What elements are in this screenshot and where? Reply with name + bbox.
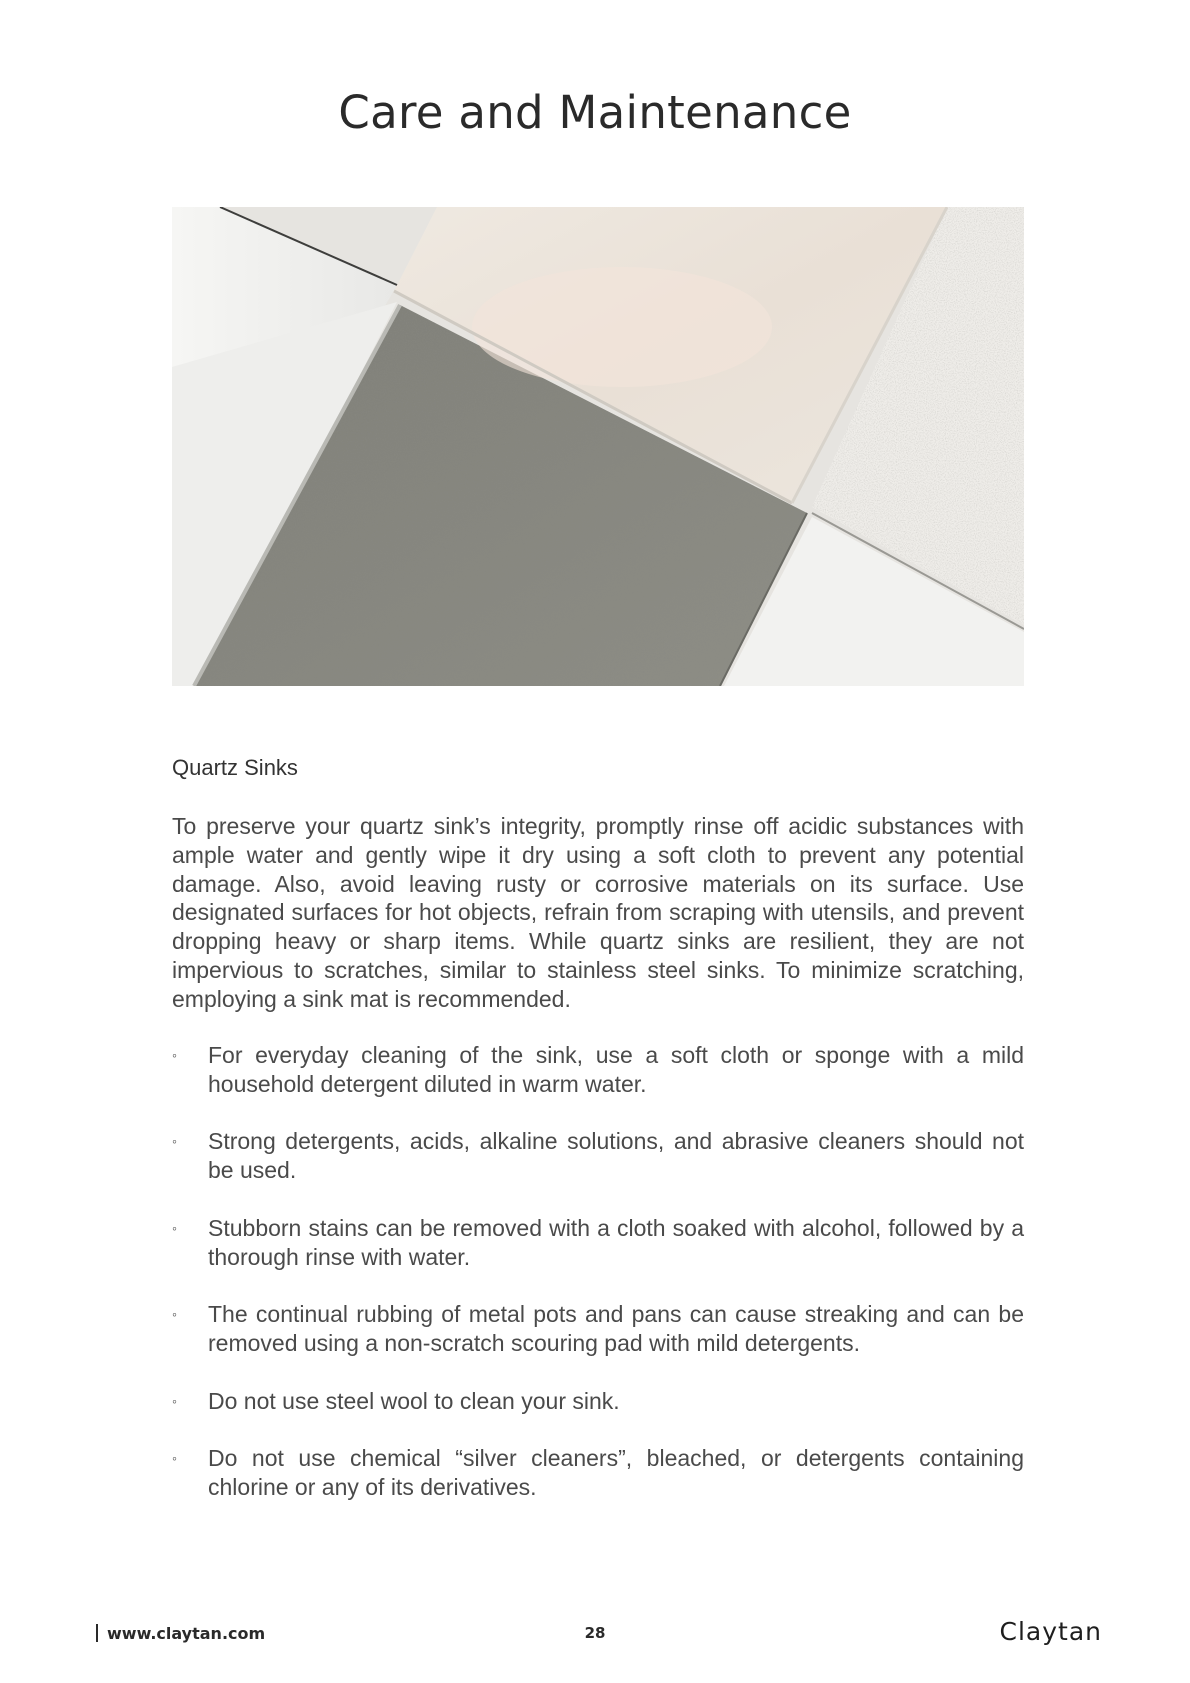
list-item [172, 1127, 1024, 1185]
tip-text: For everyday cleaning of the sink, use a soft cloth or sponge with a mild household detergent diluted in warm water. [208, 1042, 1024, 1097]
bullet-icon: ◦ [172, 1392, 177, 1409]
quartz-samples-photo [172, 207, 1024, 686]
care-tips-list [172, 1041, 1024, 1531]
list-item [172, 1041, 1024, 1099]
bullet-icon: ◦ [172, 1450, 177, 1467]
divider-bar [96, 1624, 98, 1642]
tip-text: The continual rubbing of metal pots and pans can cause streaking and can be removed using a non-scratch scouring pad with mild detergents. [208, 1301, 1024, 1356]
list-item [172, 1300, 1024, 1358]
section-heading: Quartz Sinks [172, 755, 298, 780]
list-item [172, 1444, 1024, 1502]
bullet-icon: ◦ [172, 1306, 177, 1323]
bullet-icon: ◦ [172, 1219, 177, 1236]
list-item [172, 1214, 1024, 1272]
brand-logo: Claytan [999, 1617, 1102, 1646]
tip-text: Stubborn stains can be removed with a cloth soaked with alcohol, followed by a thorough rinse with water. [208, 1214, 1024, 1270]
bullet-icon: ◦ [172, 1133, 177, 1150]
footer-url-text: www.claytan.com [107, 1624, 266, 1643]
page-number: 28 [584, 1624, 606, 1642]
footer-website-link[interactable] [96, 1624, 265, 1643]
tip-text: Strong detergents, acids, alkaline solutions, and abrasive cleaners should not be used. [208, 1128, 1024, 1184]
tip-text: Do not use chemical “silver cleaners”, bleached, or detergents containing chlorine or any of its derivatives. [208, 1445, 1024, 1500]
intro-paragraph: To preserve your quartz sink’s integrity, promptly rinse off acidic substances with ample water and gently wipe it dry using a soft cloth to prevent any potential damage. Also, avoid leaving rusty or corrosive materials on its surface. Use designated surfaces for hot objects, refrain from scraping with utensils, and prevent dropping heavy or sharp items. While quartz sinks are resilient, they are not impervious to scratches, similar to stainless steel sinks. To minimize scratching, employing a sink mat is recommended. [172, 813, 1024, 1012]
tip-text: Do not use steel wool to clean your sink. [208, 1387, 620, 1414]
bullet-icon: ◦ [172, 1047, 177, 1063]
list-item [172, 1387, 1024, 1416]
page-title: Care and Maintenance [338, 86, 852, 139]
